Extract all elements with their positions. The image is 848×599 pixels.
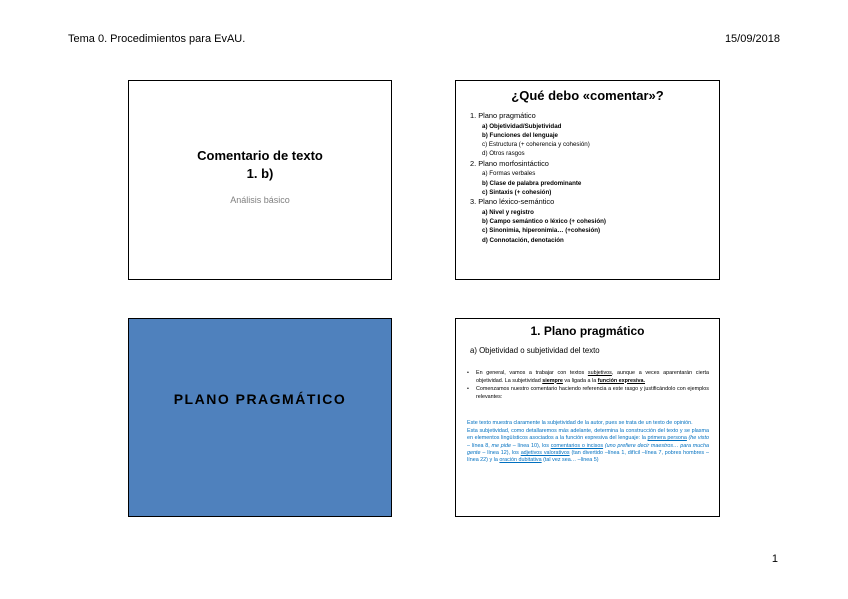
slide-4-title: 1. Plano pragmático bbox=[530, 324, 645, 338]
example-paragraph-1: Este texto muestra claramente la subjetividad de la autor, pues se trata de un texto de opinión. bbox=[467, 420, 693, 426]
slide-2-title: ¿Qué debo «comentar»? bbox=[511, 88, 664, 103]
example-paragraph-2: Esta subjetividad, como detallaremos más adelante, determina la construcción del texto y se plasma en elementos lingüísticos asociados a la función expresiva del lenguaje: la primera persona (he visto – línea 8, me pide – línea 10), los comentarios o incisos (uno prefiere decir maestros… para mucha gente – línea 12), los adjetivos valorativos (tan divertido –línea 1, difícil –línea 7, pobres hombres –línea 22) y la oración dubitativa (tal vez sea… –línea 5) bbox=[467, 428, 709, 464]
slide-3-thumbnail[interactable] bbox=[128, 318, 392, 517]
slide-4-subtitle: a) Objetividad o subjetividad del texto bbox=[470, 346, 600, 355]
slide-4-example-text bbox=[467, 420, 709, 465]
slide-2-outline bbox=[470, 111, 713, 245]
bullet-text: Comenzamos nuestro comentario haciendo referencia a este rasgo y justificándolo con ejemplos relevantes: bbox=[476, 386, 709, 400]
bullet-item bbox=[467, 370, 709, 385]
outline-section: 3. Plano léxico-semántico bbox=[470, 197, 555, 207]
bullet-icon: • bbox=[467, 370, 469, 376]
bullet-text: En general, vamos a trabajar con textos subjetivos, aunque a veces aparentarán cierta objetividad. La subjetividad siempre va ligada a la función expresiva. bbox=[476, 370, 709, 384]
outline-item: b) Clase de palabra predominante bbox=[482, 179, 582, 187]
document-header-date: 15/09/2018 bbox=[724, 33, 780, 45]
outline-section: 1. Plano pragmático bbox=[470, 111, 536, 120]
outline-item: d) Otros rasgos bbox=[482, 150, 525, 158]
slide-1-title-line-1: Comentario de texto bbox=[197, 148, 323, 163]
outline-item: a) Nivel y registro bbox=[482, 208, 534, 216]
slide-1-title-line-2: 1. b) bbox=[246, 166, 274, 181]
slide-3-title: PLANO PRAGMÁTICO bbox=[173, 391, 347, 407]
outline-item: c) Estructura (+ coherencia y cohesión) bbox=[482, 141, 590, 149]
outline-item: a) Objetividad/Subjetividad bbox=[482, 122, 562, 130]
page-number: 1 bbox=[771, 553, 778, 565]
outline-item: b) Campo semántico o léxico (+ cohesión) bbox=[482, 218, 606, 226]
slide-1-subtitle: Análisis básico bbox=[230, 195, 290, 205]
outline-item: d) Connotación, denotación bbox=[482, 236, 564, 244]
bullet-item bbox=[467, 386, 709, 401]
slide-1-title bbox=[129, 147, 391, 183]
outline-item: b) Funciones del lenguaje bbox=[482, 131, 558, 139]
outline-item: a) Formas verbales bbox=[482, 170, 536, 178]
slide-1-thumbnail[interactable] bbox=[128, 80, 392, 280]
outline-item: c) Sintaxis (+ cohesión) bbox=[482, 188, 552, 196]
slide-4-bullets bbox=[467, 370, 709, 402]
slide-4-thumbnail[interactable] bbox=[455, 318, 720, 517]
outline-item: c) Sinonimia, hiperonimia… (+cohesión) bbox=[482, 227, 601, 235]
outline-section: 2. Plano morfosintáctico bbox=[470, 158, 549, 168]
bullet-icon: • bbox=[467, 386, 469, 393]
slide-2-thumbnail[interactable] bbox=[455, 80, 720, 280]
document-header-title: Tema 0. Procedimientos para EvAU. bbox=[68, 33, 246, 45]
